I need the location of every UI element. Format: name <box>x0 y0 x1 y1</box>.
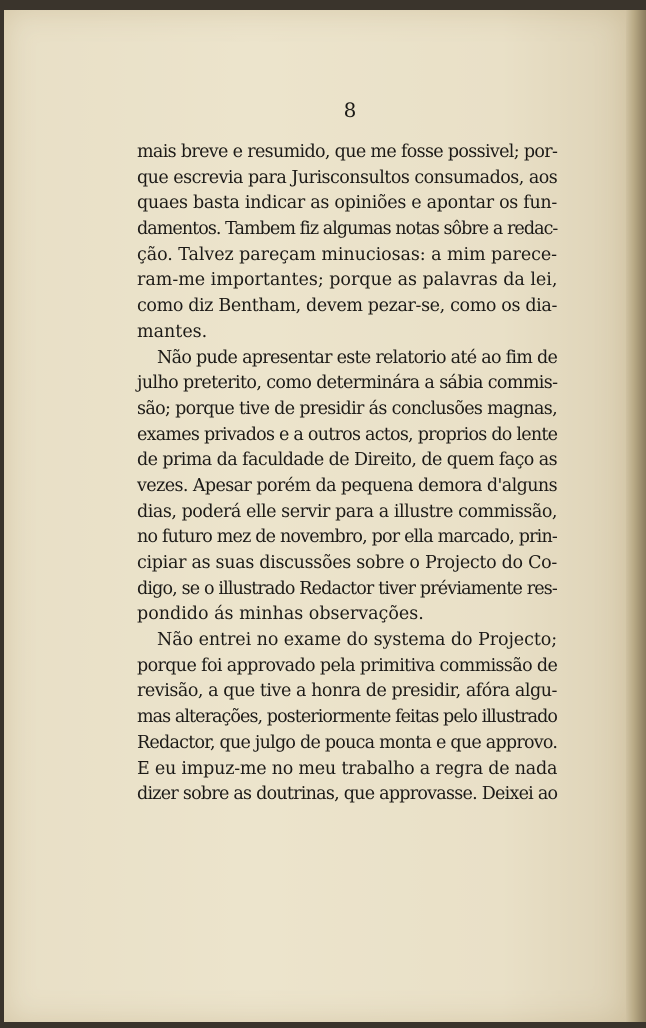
text-line: Redactor, que julgo de pouca monta e que approvo. <box>137 732 558 753</box>
text-line: exames privados e a outros actos, proprios do lente <box>137 424 558 445</box>
paragraph-3 <box>137 628 557 808</box>
text-line: cipiar as suas discussões sobre o Projecto do Co- <box>137 553 557 573</box>
text-line: que escrevia para Jurisconsultos consumados, aos <box>137 167 558 188</box>
text-line: são; porque tive de presidir ás conclusões magnas, <box>137 398 557 419</box>
text-line: vezes. Apesar porém da pequena demora d'alguns <box>137 475 557 496</box>
text-line: no futuro mez de novembro, por ella marcado, prin- <box>137 527 557 548</box>
text-line: julho preterito, como determinára a sábia commis- <box>137 373 558 394</box>
text-line: de prima da faculdade de Direito, de quem faço as <box>137 450 557 471</box>
text-line: E eu impuz-me no meu trabalho a regra de nada <box>137 758 558 779</box>
paragraph-2 <box>137 346 557 629</box>
text-line: porque foi approvado pela primitiva commissão de <box>137 655 558 676</box>
text-line: Não pude apresentar este relatorio até ao fim de <box>157 347 558 368</box>
paragraph-1 <box>137 140 557 346</box>
body-text <box>137 140 557 808</box>
page-number: 8 <box>343 98 357 122</box>
text-line: mantes. <box>137 321 208 342</box>
text-line: Não entrei no exame do systema do Projecto; <box>157 630 558 651</box>
text-line: ção. Talvez pareçam minuciosas: a mim parece- <box>137 244 557 265</box>
text-line: ram-me importantes; porque as palavras da lei, <box>137 270 558 291</box>
text-line: mais breve e resumido, que me fosse possivel; por- <box>137 142 558 162</box>
text-line: digo, se o illustrado Redactor tiver préviamente res- <box>137 578 557 599</box>
text-line: revisão, a que tive a honra de presidir, afóra algu- <box>137 681 557 702</box>
text-line: mas alterações, posteriormente feitas pelo illustrado <box>137 707 558 728</box>
text-line: dias, poderá elle servir para a illustre commissão, <box>137 501 557 522</box>
text-line: como diz Bentham, devem pezar-se, como os dia- <box>137 296 557 317</box>
text-line: quaes basta indicar as opiniões e apontar os fun- <box>137 193 557 214</box>
text-line: pondido ás minhas observações. <box>137 604 424 625</box>
text-line: damentos. Tambem fiz algumas notas sôbre a redac- <box>137 219 558 240</box>
page-edge <box>626 10 646 1022</box>
text-line: dizer sobre as doutrinas, que approvasse. Deixei ao <box>137 784 558 805</box>
